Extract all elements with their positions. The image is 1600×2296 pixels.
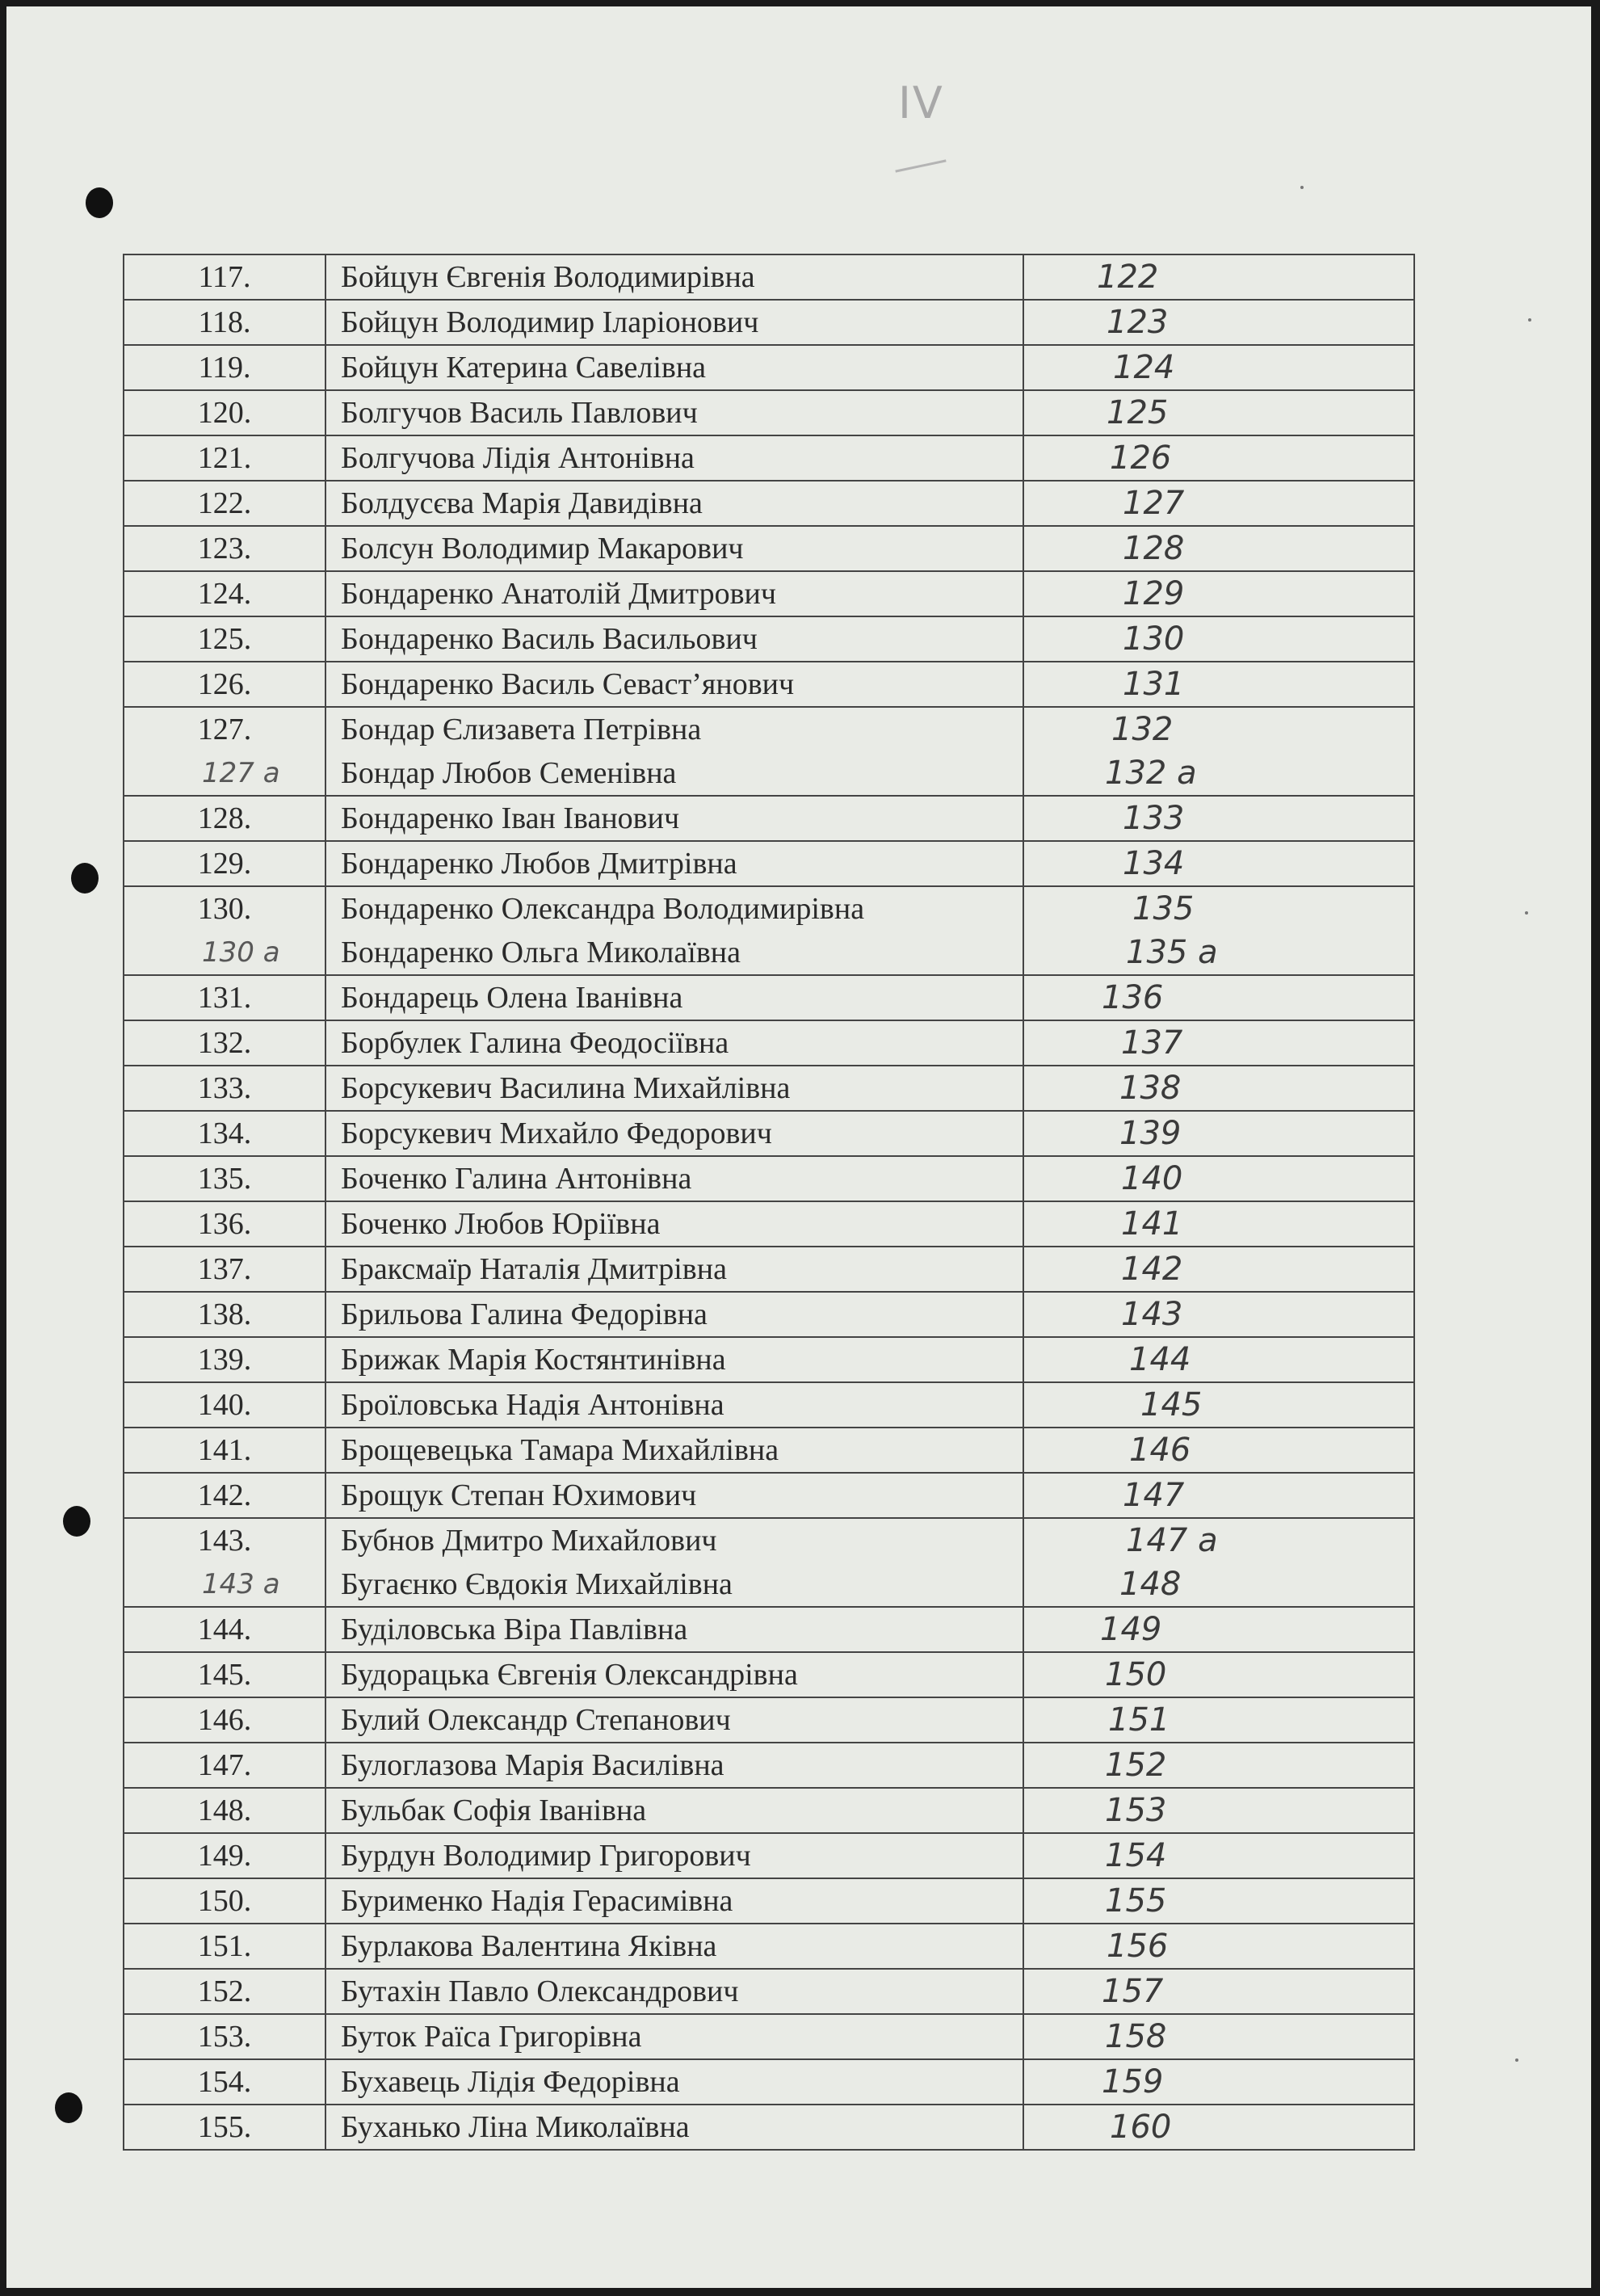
row-number-cell — [124, 796, 325, 841]
table-row — [124, 2014, 1414, 2059]
row-number: 138. — [197, 1297, 252, 1331]
row-number-cell — [124, 1247, 325, 1292]
row-number: 143. — [197, 1524, 252, 1558]
person-name: Браксмаїр Наталія Дмитрівна — [341, 1252, 727, 1286]
handwritten-ref: 145 — [1140, 1386, 1203, 1423]
row-name-cell — [325, 1382, 1023, 1428]
row-ref-cell — [1023, 662, 1414, 707]
row-ref-cell — [1023, 1020, 1414, 1066]
row-number: 141. — [197, 1433, 252, 1467]
row-ref-cell — [1023, 616, 1414, 662]
row-number-cell — [124, 1337, 325, 1382]
person-name: Бондаренко Любов Дмитрівна — [341, 847, 737, 881]
person-name: Болдусєва Марія Давидівна — [341, 486, 703, 520]
row-number-cell — [124, 1156, 325, 1201]
punch-hole-icon — [55, 2092, 82, 2123]
table-row — [124, 1111, 1414, 1156]
person-name: Бубнов Дмитро Михайлович — [341, 1524, 717, 1558]
row-number: 129. — [197, 847, 252, 881]
row-number-cell — [124, 1428, 325, 1473]
row-number: 119. — [198, 351, 251, 385]
row-ref-cell — [1023, 975, 1414, 1020]
table-row — [124, 1878, 1414, 1924]
person-name: Бондар Любов Семенівна — [341, 756, 677, 790]
row-number: 153. — [197, 2020, 252, 2054]
person-name: Бугаєнко Євдокія Михайлівна — [341, 1567, 733, 1601]
row-name-cell — [325, 390, 1023, 435]
row-ref-cell — [1023, 1066, 1414, 1111]
person-name: Бурдун Володимир Григорович — [341, 1839, 751, 1873]
row-number-cell — [124, 1518, 325, 1607]
handwritten-ref: 139 — [1119, 1115, 1182, 1152]
row-number-cell — [124, 254, 325, 300]
table-row — [124, 796, 1414, 841]
row-number: 135. — [197, 1162, 252, 1196]
row-ref-cell — [1023, 2059, 1414, 2105]
handwritten-ref: 142 — [1121, 1251, 1183, 1288]
row-ref-cell — [1023, 1607, 1414, 1652]
row-ref-cell — [1023, 435, 1414, 481]
table-row — [124, 2105, 1414, 2150]
row-number: 151. — [197, 1929, 252, 1963]
row-ref-cell — [1023, 1292, 1414, 1337]
person-name: Буханько Ліна Миколаївна — [341, 2110, 690, 2144]
row-name-cell — [325, 300, 1023, 345]
row-ref-cell — [1023, 1382, 1414, 1428]
row-name-cell — [325, 526, 1023, 571]
table-row — [124, 1697, 1414, 1743]
row-number-cell — [124, 1878, 325, 1924]
person-name: Бутахін Павло Олександрович — [341, 1974, 739, 2008]
person-name: Брощевецька Тамара Михайлівна — [341, 1433, 779, 1467]
row-ref-cell — [1023, 1833, 1414, 1878]
row-number: 120. — [197, 396, 252, 430]
person-name: Борсукевич Василина Михайлівна — [341, 1071, 791, 1105]
row-number-cell — [124, 1697, 325, 1743]
table-row — [124, 1382, 1414, 1428]
row-number: 122. — [197, 486, 252, 520]
scan-speck — [1528, 318, 1531, 322]
row-ref-cell — [1023, 1969, 1414, 2014]
handwritten-ref: 153 — [1105, 1792, 1167, 1829]
row-name-cell — [325, 662, 1023, 707]
row-number-cell — [124, 707, 325, 796]
row-ref-cell — [1023, 707, 1414, 796]
punch-hole-icon — [86, 187, 113, 218]
handwritten-ref: 147 — [1123, 1477, 1185, 1514]
handwritten-ref: 138 — [1119, 1070, 1182, 1107]
table-row — [124, 254, 1414, 300]
row-number: 125. — [197, 622, 252, 656]
row-number-cell — [124, 662, 325, 707]
handwritten-ref: 127 — [1123, 485, 1185, 522]
table-row — [124, 662, 1414, 707]
row-ref-cell — [1023, 345, 1414, 390]
table-row — [124, 1833, 1414, 1878]
handwritten-ref: 135 — [1132, 890, 1195, 927]
row-name-cell — [325, 2014, 1023, 2059]
row-number: 144. — [197, 1613, 252, 1646]
table-row — [124, 1607, 1414, 1652]
handwritten-ref: 131 — [1123, 666, 1185, 703]
handwritten-ref: 123 — [1107, 304, 1169, 341]
row-number-cell — [124, 571, 325, 616]
row-name-cell — [325, 1066, 1023, 1111]
table-row — [124, 1924, 1414, 1969]
handwritten-ref: 133 — [1123, 800, 1185, 837]
row-name-cell — [325, 1247, 1023, 1292]
row-number-cell — [124, 841, 325, 886]
row-number-cell — [124, 1473, 325, 1518]
row-number: 147. — [197, 1748, 252, 1782]
handwritten-ref: 129 — [1123, 575, 1185, 612]
row-number-cell — [124, 1111, 325, 1156]
row-number: 118. — [198, 305, 251, 339]
row-number: 117. — [198, 260, 251, 294]
row-ref-cell — [1023, 1473, 1414, 1518]
row-ref-cell — [1023, 300, 1414, 345]
handwritten-ref: 140 — [1121, 1160, 1183, 1197]
person-name: Брижак Марія Костянтинівна — [341, 1343, 726, 1377]
section-mark: IV — [898, 78, 944, 128]
table-row — [124, 1156, 1414, 1201]
row-number-cell — [124, 526, 325, 571]
person-name: Броїловська Надія Антонівна — [341, 1388, 724, 1422]
row-number-cell — [124, 1652, 325, 1697]
row-ref-cell — [1023, 571, 1414, 616]
person-name: Болсун Володимир Макарович — [341, 532, 744, 566]
roster-table-body — [124, 254, 1414, 2150]
document-page — [6, 6, 1591, 2288]
person-name: Бондаренко Олександра Володимирівна — [341, 892, 865, 926]
table-row — [124, 707, 1414, 796]
row-name-cell — [325, 1743, 1023, 1788]
row-number-cell — [124, 1969, 325, 2014]
row-number: 132. — [197, 1026, 252, 1060]
handwritten-sub-number: 130 а — [202, 936, 280, 969]
row-number-cell — [124, 435, 325, 481]
scan-speck — [1300, 186, 1304, 189]
row-ref-cell — [1023, 1247, 1414, 1292]
handwritten-ref: 128 — [1123, 530, 1185, 567]
row-name-cell — [325, 1473, 1023, 1518]
row-name-cell — [325, 571, 1023, 616]
person-name: Боченко Галина Антонівна — [341, 1162, 692, 1196]
row-name-cell — [325, 1020, 1023, 1066]
person-name: Брощук Степан Юхимович — [341, 1478, 697, 1512]
table-row — [124, 435, 1414, 481]
table-row — [124, 841, 1414, 886]
person-name: Бондаренко Ольга Миколаївна — [341, 936, 741, 969]
table-row — [124, 1969, 1414, 2014]
row-name-cell — [325, 886, 1023, 975]
row-number-cell — [124, 1066, 325, 1111]
handwritten-ref: 143 — [1121, 1296, 1183, 1333]
person-name: Бондаренко Анатолій Дмитрович — [341, 577, 776, 611]
table-row — [124, 975, 1414, 1020]
row-number-cell — [124, 345, 325, 390]
row-name-cell — [325, 1337, 1023, 1382]
row-number: 142. — [197, 1478, 252, 1512]
handwritten-ref: 132 — [1111, 711, 1174, 748]
person-name: Бульбак Софія Іванівна — [341, 1793, 647, 1827]
handwritten-ref: 136 — [1102, 979, 1164, 1016]
person-name: Болгучова Лідія Антонівна — [341, 441, 695, 475]
row-number-cell — [124, 390, 325, 435]
person-name: Боченко Любов Юріївна — [341, 1207, 661, 1241]
row-number: 126. — [197, 667, 252, 701]
row-number-cell — [124, 2014, 325, 2059]
row-number-cell — [124, 1833, 325, 1878]
handwritten-ref: 158 — [1105, 2018, 1167, 2055]
row-number-cell — [124, 481, 325, 526]
row-number-cell — [124, 1020, 325, 1066]
row-name-cell — [325, 1607, 1023, 1652]
person-name: Булий Олександр Степанович — [341, 1703, 731, 1737]
table-row — [124, 1652, 1414, 1697]
handwritten-ref: 152 — [1105, 1747, 1167, 1784]
row-number: 152. — [197, 1974, 252, 2008]
table-row — [124, 1473, 1414, 1518]
person-name: Бондаренко Василь Васильович — [341, 622, 758, 656]
handwritten-ref: 126 — [1110, 439, 1172, 477]
row-name-cell — [325, 435, 1023, 481]
row-ref-cell — [1023, 1697, 1414, 1743]
handwritten-ref: 160 — [1110, 2109, 1172, 2146]
row-name-cell — [325, 1878, 1023, 1924]
person-name: Булоглазова Марія Василівна — [341, 1748, 724, 1782]
handwritten-ref: 125 — [1107, 394, 1169, 431]
row-name-cell — [325, 1969, 1023, 2014]
person-name: Борсукевич Михайло Федорович — [341, 1116, 772, 1150]
handwritten-ref: 149 — [1100, 1611, 1162, 1648]
row-ref-cell — [1023, 254, 1414, 300]
row-number: 128. — [197, 801, 252, 835]
row-number-cell — [124, 2059, 325, 2105]
person-name: Бойцун Володимир Іларіонович — [341, 305, 759, 339]
row-number-cell — [124, 886, 325, 975]
handwritten-ref: 147 а — [1126, 1522, 1218, 1559]
row-ref-cell — [1023, 2105, 1414, 2150]
table-row — [124, 1201, 1414, 1247]
row-number-cell — [124, 1788, 325, 1833]
table-row — [124, 526, 1414, 571]
row-ref-cell — [1023, 526, 1414, 571]
punch-hole-icon — [63, 1506, 90, 1537]
row-number-cell — [124, 1607, 325, 1652]
handwritten-ref: 155 — [1105, 1882, 1167, 1920]
row-number: 150. — [197, 1884, 252, 1918]
person-name: Бондаренко Іван Іванович — [341, 801, 680, 835]
row-ref-cell — [1023, 1337, 1414, 1382]
row-name-cell — [325, 254, 1023, 300]
row-number: 137. — [197, 1252, 252, 1286]
row-number: 140. — [197, 1388, 252, 1422]
row-ref-cell — [1023, 390, 1414, 435]
handwritten-ref: 154 — [1105, 1837, 1167, 1874]
table-row — [124, 1066, 1414, 1111]
person-name: Болгучов Василь Павлович — [341, 396, 698, 430]
handwritten-ref: 157 — [1102, 1973, 1164, 2010]
row-number-cell — [124, 1382, 325, 1428]
row-name-cell — [325, 481, 1023, 526]
row-ref-cell — [1023, 1652, 1414, 1697]
handwritten-ref: 135 а — [1126, 934, 1218, 971]
row-name-cell — [325, 1428, 1023, 1473]
person-name: Бойцун Євгенія Володимирівна — [341, 260, 755, 294]
row-ref-cell — [1023, 1924, 1414, 1969]
row-number: 146. — [197, 1703, 252, 1737]
row-name-cell — [325, 1156, 1023, 1201]
person-name: Бойцун Катерина Савелівна — [341, 351, 707, 385]
handwritten-ref: 146 — [1129, 1432, 1191, 1469]
row-name-cell — [325, 616, 1023, 662]
row-number-cell — [124, 1924, 325, 1969]
row-ref-cell — [1023, 886, 1414, 975]
punch-hole-icon — [71, 863, 99, 894]
handwritten-ref: 150 — [1105, 1656, 1167, 1693]
row-ref-cell — [1023, 1743, 1414, 1788]
table-row — [124, 300, 1414, 345]
table-row — [124, 1518, 1414, 1607]
row-name-cell — [325, 1111, 1023, 1156]
row-name-cell — [325, 1652, 1023, 1697]
table-row — [124, 1247, 1414, 1292]
row-number-cell — [124, 616, 325, 662]
row-ref-cell — [1023, 1788, 1414, 1833]
row-number-cell — [124, 975, 325, 1020]
row-number: 123. — [197, 532, 252, 566]
table-row — [124, 481, 1414, 526]
person-name: Бондарець Олена Іванівна — [341, 981, 683, 1015]
person-name: Бондар Єлизавета Петрівна — [341, 713, 702, 746]
row-number: 134. — [197, 1116, 252, 1150]
handwritten-ref: 130 — [1123, 620, 1185, 658]
table-row — [124, 886, 1414, 975]
row-name-cell — [325, 1518, 1023, 1607]
row-ref-cell — [1023, 1428, 1414, 1473]
person-name: Борбулек Галина Феодосіївна — [341, 1026, 729, 1060]
row-number: 148. — [197, 1793, 252, 1827]
table-row — [124, 1337, 1414, 1382]
row-name-cell — [325, 1924, 1023, 1969]
person-name: Бурименко Надія Герасимівна — [341, 1884, 733, 1918]
person-name: Буділовська Віра Павлівна — [341, 1613, 688, 1646]
row-name-cell — [325, 2059, 1023, 2105]
person-name: Будорацька Євгенія Олександрівна — [341, 1658, 798, 1692]
table-row — [124, 571, 1414, 616]
row-ref-cell — [1023, 1156, 1414, 1201]
row-ref-cell — [1023, 1201, 1414, 1247]
row-number: 121. — [197, 441, 252, 475]
row-ref-cell — [1023, 2014, 1414, 2059]
row-ref-cell — [1023, 481, 1414, 526]
person-name: Бондаренко Василь Севаст’янович — [341, 667, 795, 701]
table-row — [124, 1020, 1414, 1066]
row-name-cell — [325, 1833, 1023, 1878]
row-ref-cell — [1023, 1111, 1414, 1156]
row-name-cell — [325, 1697, 1023, 1743]
row-number: 149. — [197, 1839, 252, 1873]
handwritten-sub-number: 143 а — [202, 1568, 280, 1600]
row-name-cell — [325, 796, 1023, 841]
row-number: 154. — [197, 2065, 252, 2099]
handwritten-ref: 134 — [1123, 845, 1185, 882]
table-row — [124, 1743, 1414, 1788]
row-number: 130. — [197, 892, 252, 926]
row-name-cell — [325, 1292, 1023, 1337]
row-name-cell — [325, 707, 1023, 796]
table-row — [124, 2059, 1414, 2105]
row-number-cell — [124, 1201, 325, 1247]
row-number: 155. — [197, 2110, 252, 2144]
row-number-cell — [124, 2105, 325, 2150]
row-number-cell — [124, 1292, 325, 1337]
handwritten-ref: 156 — [1107, 1928, 1169, 1965]
row-number: 127. — [197, 713, 252, 746]
handwritten-ref: 148 — [1119, 1566, 1182, 1603]
handwritten-ref: 132 а — [1105, 755, 1197, 792]
row-number: 124. — [197, 577, 252, 611]
handwritten-sub-number: 127 а — [202, 757, 280, 789]
row-number: 139. — [197, 1343, 252, 1377]
person-name: Бухавець Лідія Федорівна — [341, 2065, 680, 2099]
row-name-cell — [325, 2105, 1023, 2150]
handwritten-ref: 151 — [1108, 1701, 1170, 1739]
row-number: 131. — [197, 981, 252, 1015]
row-name-cell — [325, 345, 1023, 390]
table-row — [124, 345, 1414, 390]
row-ref-cell — [1023, 1518, 1414, 1607]
row-ref-cell — [1023, 841, 1414, 886]
table-row — [124, 1788, 1414, 1833]
row-number: 133. — [197, 1071, 252, 1105]
table-row — [124, 1292, 1414, 1337]
table-row — [124, 390, 1414, 435]
person-name: Буток Раїса Григорівна — [341, 2020, 642, 2054]
scan-speck — [1515, 2058, 1518, 2062]
handwritten-ref: 159 — [1102, 2063, 1164, 2100]
handwritten-ref: 137 — [1121, 1024, 1183, 1062]
row-number: 145. — [197, 1658, 252, 1692]
table-row — [124, 1428, 1414, 1473]
row-ref-cell — [1023, 1878, 1414, 1924]
person-name: Бурлакова Валентина Яківна — [341, 1929, 717, 1963]
row-name-cell — [325, 841, 1023, 886]
row-number-cell — [124, 300, 325, 345]
handwritten-ref: 144 — [1129, 1341, 1191, 1378]
handwritten-ref: 122 — [1097, 259, 1159, 296]
row-ref-cell — [1023, 796, 1414, 841]
table-row — [124, 616, 1414, 662]
scan-speck — [1525, 911, 1528, 915]
handwritten-ref: 141 — [1121, 1205, 1183, 1243]
person-name: Брильова Галина Федорівна — [341, 1297, 708, 1331]
row-name-cell — [325, 975, 1023, 1020]
row-name-cell — [325, 1788, 1023, 1833]
row-number-cell — [124, 1743, 325, 1788]
section-mark-underline — [895, 159, 946, 172]
row-number: 136. — [197, 1207, 252, 1241]
row-name-cell — [325, 1201, 1023, 1247]
roster-table — [123, 254, 1415, 2151]
handwritten-ref: 124 — [1113, 349, 1175, 386]
